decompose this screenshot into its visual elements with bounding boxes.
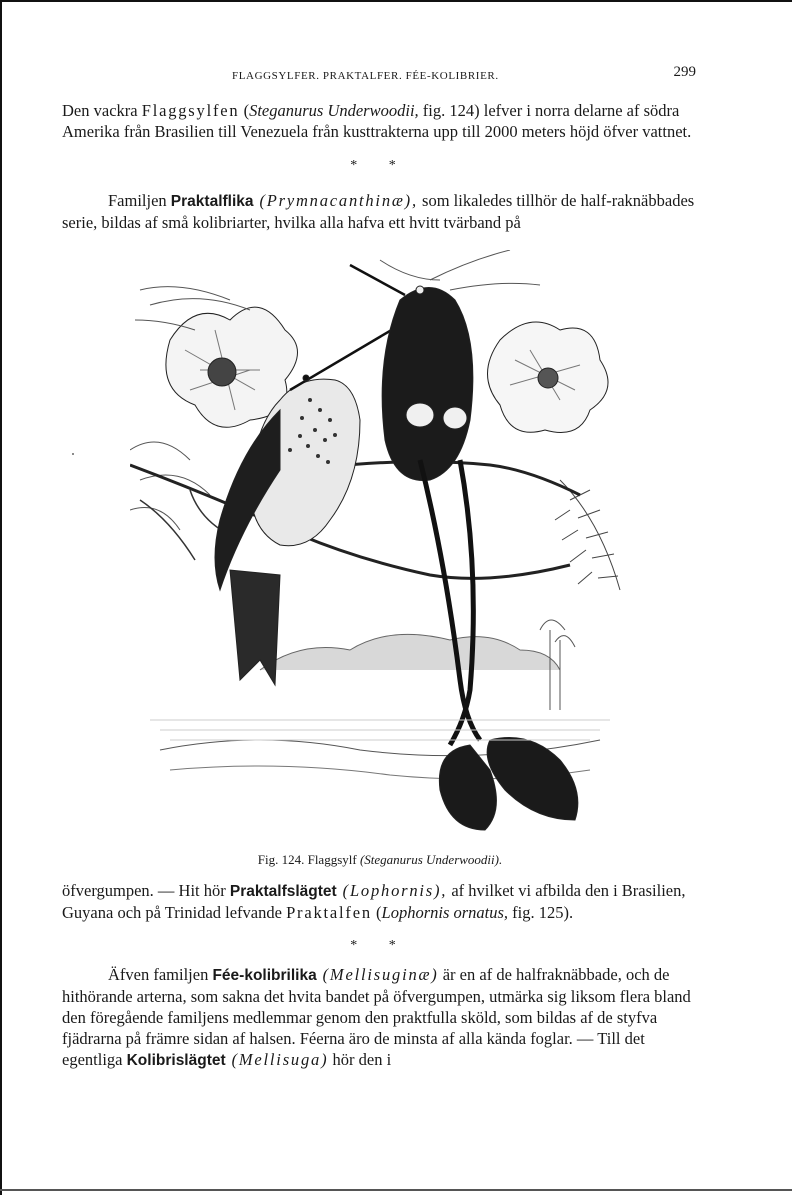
section-separator: * * <box>350 158 410 173</box>
text-run: öfvergumpen. — Hit hör <box>62 881 230 900</box>
latin-name: (Mellisuga) <box>225 1050 329 1069</box>
running-title: FLAGGSYLFER. PRAKTALFER. FÉE-KOLIBRIER. <box>232 70 499 82</box>
paragraph-praktalflika <box>62 190 698 233</box>
scan-edge-bottom <box>0 1189 792 1191</box>
caption-text: Fig. 124. Flaggsylf <box>257 852 360 867</box>
figure-caption <box>62 852 698 868</box>
family-name: Fée-kolibrilika <box>212 967 317 984</box>
genus-name: Praktalfslägtet <box>229 883 337 900</box>
caption-latin: (Steganurus Underwoodii). <box>359 852 503 867</box>
text-run: fig. 124) lefver i norra delarne af södra Amerika från Brasilien till Venezuela från kusttrakterna upp till 2000 meters höjd öfver vattnet. <box>62 101 692 141</box>
page-header <box>62 62 698 86</box>
scan-edge-top <box>0 0 792 2</box>
section-separator: * * <box>350 938 410 953</box>
latin-name: (Mellisuginæ) <box>316 965 439 984</box>
scan-edge-left <box>0 0 2 1195</box>
text-run: fig. 125). <box>508 903 574 922</box>
text-run: Den vackra <box>62 101 142 120</box>
paragraph-fee-kolibrilika <box>62 964 698 1071</box>
latin-name: Lophornis ornatus, <box>381 903 509 922</box>
text-run: hör den i <box>328 1050 392 1069</box>
text-run: af hvilket vi afbilda den i Brasilien, Guyana och på Trinidad lefvande <box>62 881 686 922</box>
text-run: Äfven familjen <box>108 965 213 984</box>
paragraph-praktalfen <box>62 880 698 923</box>
latin-name: Steganurus Underwoodii, <box>249 101 419 120</box>
spaced-name: Praktalfen <box>286 903 372 922</box>
family-name: Praktalflika <box>170 193 254 210</box>
genus-name: Kolibrislägtet <box>126 1052 226 1069</box>
text-run: är en af de halfraknäbbade, och de hithörande arterna, som sakna det hvita bandet på öfvergumpen, utmärka sig liksom flera bland den föregående familjens medlemmar genom den praktfulla sköld, som bildas af de styfva fjädrarna på främre sidan af halsen. Féerna äro de minsta af alla kända foglar. — Till det egentliga <box>62 965 691 1069</box>
spaced-name: Flaggsylfen <box>141 101 240 120</box>
text-run: ( <box>239 101 250 120</box>
text-run: Familjen <box>108 191 171 210</box>
paragraph-flaggsylfen <box>62 100 698 142</box>
text-run: ( <box>371 903 382 922</box>
latin-name: (Prymnacanthinæ), <box>253 191 418 210</box>
text-run: som likaledes tillhör de half-raknäbbades serie, bildas af små kolibriarter, hvilka alla hafva ett hvitt tvärband på <box>62 191 695 232</box>
hummingbird-illustration <box>130 250 640 840</box>
scan-speck <box>72 453 74 455</box>
page-number: 299 <box>673 64 696 80</box>
latin-name: (Lophornis), <box>336 881 448 900</box>
